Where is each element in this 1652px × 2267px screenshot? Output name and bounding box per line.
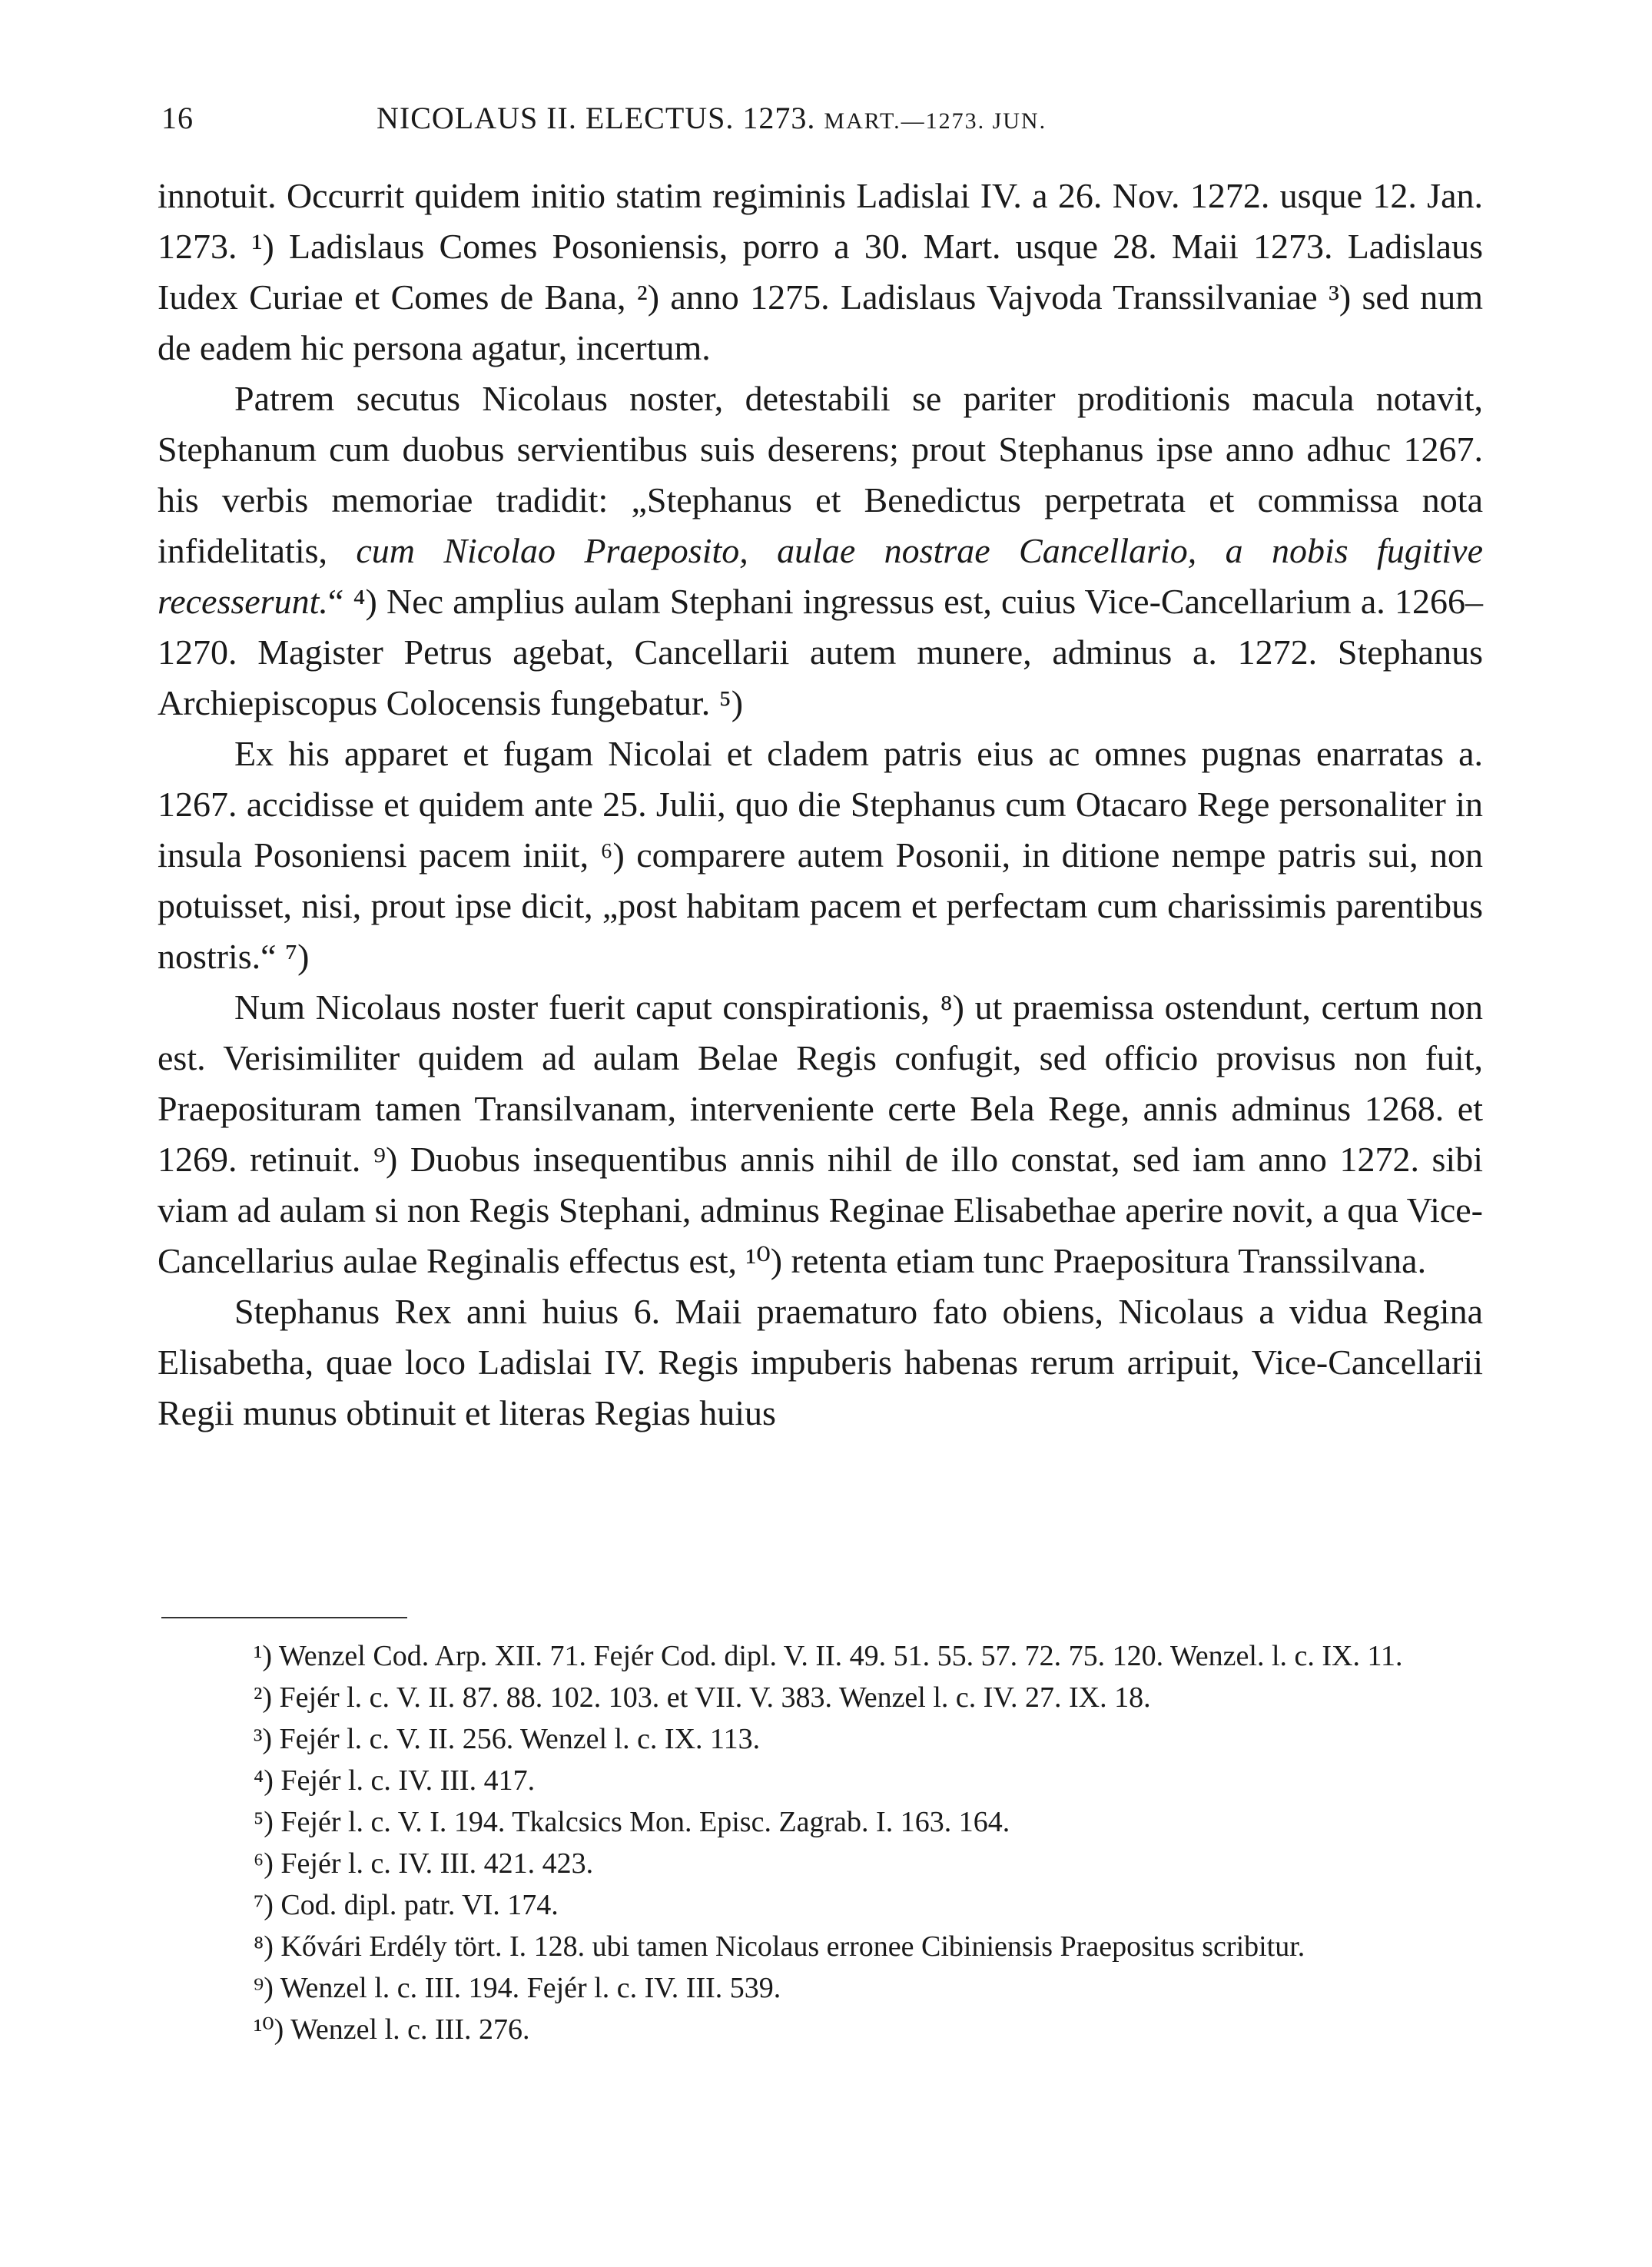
- footnote: ¹⁰) Wenzel l. c. III. 276.: [254, 2013, 530, 2046]
- footnote: ⁹) Wenzel l. c. III. 194. Fejér l. c. IV. III. 539.: [254, 1972, 781, 2004]
- footnote: ⁵) Fejér l. c. V. I. 194. Tkalcsics Mon. Episc. Zagrab. I. 163. 164.: [254, 1806, 1010, 1838]
- running-title-dates: MART.—1273. JUN.: [824, 108, 1047, 134]
- running-header: [161, 100, 1260, 146]
- footnote-separator: [161, 1617, 407, 1618]
- paragraph-text: “ ⁴) Nec amplius aulam Stephani ingressus est, cuius Vice-Cancellarium a. 1266–1270. Magister Petrus agebat, Cancellarii autem munere, adminus a. 1272. Stephanus Archiepiscopus Colocensis fungebatur. ⁵): [158, 582, 1483, 722]
- footnotes: [177, 1635, 1483, 2050]
- footnote: ³) Fejér l. c. V. II. 256. Wenzel l. c. IX. 113.: [254, 1723, 761, 1755]
- running-title: NICOLAUS II. ELECTUS. 1273. MART.—1273. JUN.: [377, 101, 1047, 135]
- footnote: ⁴) Fejér l. c. IV. III. 417.: [254, 1764, 536, 1797]
- footnote: ¹) Wenzel Cod. Arp. XII. 71. Fejér Cod. dipl. V. II. 49. 51. 55. 57. 72. 75. 120. Wenzel. l. c. IX. 11.: [254, 1640, 1403, 1672]
- paragraph: Num Nicolaus noster fuerit caput conspirationis, ⁸) ut praemissa ostendunt, certum non est. Verisimiliter quidem ad aulam Belae Regis confugit, sed officio provisus non fuit, Praeposituram tamen Transilvanam, interveniente certe Bela Rege, annis adminus 1268. et 1269. retinuit. ⁹) Duobus insequentibus annis nihil de illo constat, sed iam anno 1272. sibi viam ad aulam si non Regis Stephani, adminus Reginae Elisabethae aperire novit, a qua Vice-Cancellarius aulae Reginalis effectus est, ¹⁰) retenta etiam tunc Praepositura Transsilvana.: [158, 987, 1483, 1280]
- italic-quotation: cum Nicolao Praeposito, aulae nostrae Cancellario, a nobis fugitive recesserunt.: [158, 531, 1483, 621]
- paragraph-text: Patrem secutus Nicolaus noster, detestabili se pariter proditionis macula notavit, Stephanum cum duobus servientibus suis deserens; prout Stephanus ipse anno adhuc 1267. his verbis memoriae tradidit: „Stephanus et Benedictus perpetrata et commissa nota infidelitatis,: [158, 379, 1483, 570]
- page-number: 16: [161, 101, 194, 135]
- paragraph: [158, 373, 1483, 729]
- footnote: ²) Fejér l. c. V. II. 87. 88. 102. 103. et VII. V. 383. Wenzel l. c. IV. 27. IX. 18.: [254, 1681, 1151, 1714]
- footnote: ⁸) Kővári Erdély tört. I. 128. ubi tamen Nicolaus erronee Cibiniensis Praepositus scribitur.: [254, 1930, 1305, 1963]
- paragraph: innotuit. Occurrit quidem initio statim regiminis Ladislai IV. a 26. Nov. 1272. usque 12. Jan. 1273. ¹) Ladislaus Comes Posoniensis, porro a 30. Mart. usque 28. Maii 1273. Ladislaus Iudex Curiae et Comes de Bana, ²) anno 1275. Ladislaus Vajvoda Transsilvaniae ³) sed num de eadem hic persona agatur, incertum.: [158, 176, 1483, 367]
- paragraph: Stephanus Rex anni huius 6. Maii praematuro fato obiens, Nicolaus a vidua Regina Elisabetha, quae loco Ladislai IV. Regis impuberis habenas rerum arripuit, Vice-Cancellarii Regii munus obtinuit et literas Regias huius: [158, 1292, 1483, 1432]
- footnote: ⁷) Cod. dipl. patr. VI. 174.: [254, 1889, 559, 1921]
- footnote: ⁶) Fejér l. c. IV. III. 421. 423.: [254, 1847, 594, 1880]
- main-text: [158, 171, 1483, 1439]
- paragraph: Ex his apparet et fugam Nicolai et cladem patris eius ac omnes pugnas enarratas a. 1267. accidisse et quidem ante 25. Julii, quo die Stephanus cum Otacaro Rege personaliter in insula Posoniensi pacem iniit, ⁶) comparere autem Posonii, in ditione nempe patris sui, non potuisset, nisi, prout ipse dicit, „post habitam pacem et perfectam cum charissimis parentibus nostris.“ ⁷): [158, 734, 1483, 976]
